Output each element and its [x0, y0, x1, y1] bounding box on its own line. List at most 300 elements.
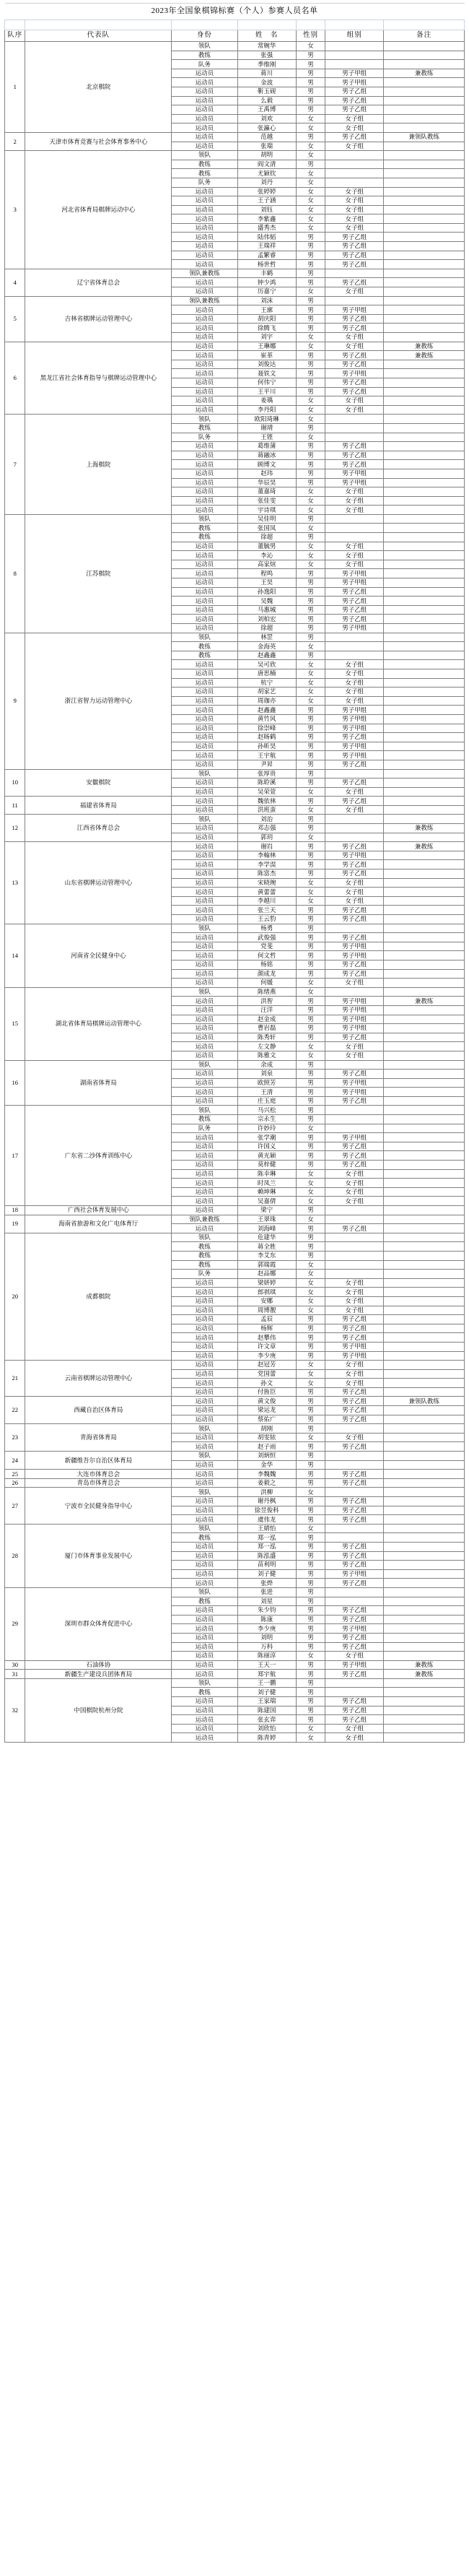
member-role-cell: 运动员 [172, 260, 237, 269]
member-name-cell: 陈聆溪 [237, 779, 296, 788]
member-note-cell [384, 1251, 465, 1260]
member-name-cell: 徐超 [237, 624, 296, 633]
member-name-cell: 颜成龙 [237, 969, 296, 979]
member-sex-cell: 女 [296, 1733, 325, 1743]
member-role-cell: 教练 [172, 160, 237, 169]
member-role-cell: 运动员 [172, 542, 237, 551]
member-role-cell: 队务 [172, 178, 237, 187]
member-sex-cell: 男 [296, 1324, 325, 1333]
member-note-cell [384, 779, 465, 788]
table-row [5, 132, 465, 142]
member-role-cell: 运动员 [172, 1296, 237, 1306]
table-row [5, 1470, 465, 1479]
table-row [5, 815, 465, 824]
member-name-cell: 梁妍婷 [237, 1278, 296, 1288]
member-sex-cell: 男 [296, 314, 325, 324]
member-name-cell: 党斐 [237, 942, 296, 951]
member-sex-cell: 男 [296, 1088, 325, 1097]
table-row [5, 1106, 465, 1115]
member-name-cell: 赖坤琳 [237, 1187, 296, 1197]
table-row [5, 1524, 465, 1533]
member-role-cell: 教练 [172, 1597, 237, 1606]
member-note-cell [384, 633, 465, 642]
member-sex-cell: 女 [296, 1042, 325, 1051]
member-role-cell: 教练 [172, 651, 237, 660]
member-group-cell [325, 269, 384, 278]
member-name-cell: 王子涵 [237, 196, 296, 206]
member-role-cell: 运动员 [172, 578, 237, 588]
member-sex-cell: 女 [296, 1260, 325, 1270]
member-note-cell [384, 1224, 465, 1233]
member-group-cell [325, 1688, 384, 1697]
member-note-cell [384, 833, 465, 842]
member-group-cell: 男子乙组 [325, 615, 384, 624]
member-group-cell: 女子组 [325, 542, 384, 551]
member-note-cell [384, 942, 465, 951]
member-note-cell [384, 1706, 465, 1715]
member-role-cell: 运动员 [172, 1660, 237, 1670]
team-seq-cell: 15 [5, 987, 25, 1060]
member-group-cell: 男子乙组 [325, 1579, 384, 1588]
member-note-cell [384, 615, 465, 624]
table-row [5, 924, 465, 933]
member-role-cell: 运动员 [172, 396, 237, 406]
member-note-cell [384, 1033, 465, 1042]
member-role-cell: 运动员 [172, 451, 237, 460]
member-name-cell: 陈泓盛 [237, 1551, 296, 1561]
member-role-cell: 运动员 [172, 305, 237, 315]
member-name-cell: 武俊强 [237, 933, 296, 942]
member-note-cell [384, 979, 465, 988]
member-sex-cell: 男 [296, 296, 325, 305]
member-note-cell [384, 1715, 465, 1725]
member-name-cell: 马惠城 [237, 605, 296, 615]
member-group-cell: 男子甲组 [325, 724, 384, 733]
team-name-cell: 江西省体育总会 [25, 815, 172, 842]
member-group-cell: 女子组 [325, 487, 384, 497]
member-sex-cell: 女 [296, 178, 325, 187]
member-note-cell [384, 1379, 465, 1388]
member-note-cell [384, 742, 465, 751]
member-role-cell: 运动员 [172, 1051, 237, 1060]
member-name-cell: 孙逸阳 [237, 587, 296, 597]
member-role-cell: 运动员 [172, 605, 237, 615]
member-group-cell: 女子组 [325, 688, 384, 697]
member-name-cell: 胡刚 [237, 1424, 296, 1434]
member-sex-cell: 男 [296, 1478, 325, 1488]
member-group-cell: 女子组 [325, 878, 384, 888]
team-name-cell: 青岛市体育总会 [25, 1478, 172, 1488]
member-name-cell: 姜瑀 [237, 396, 296, 406]
member-name-cell: 陈绪燕 [237, 987, 296, 997]
team-name-cell: 大连市体育总会 [25, 1470, 172, 1479]
member-group-cell [325, 42, 384, 51]
spacer-cell-6 [325, 20, 384, 30]
member-sex-cell: 男 [296, 1615, 325, 1624]
member-note-cell [384, 1442, 465, 1452]
member-name-cell: 历嘉宁 [237, 287, 296, 297]
member-sex-cell: 女 [296, 169, 325, 178]
member-group-cell: 男子乙组 [325, 1697, 384, 1707]
member-sex-cell: 男 [296, 1606, 325, 1616]
member-sex-cell: 男 [296, 251, 325, 260]
member-group-cell: 男子乙组 [325, 242, 384, 251]
column-header-name: 姓 名 [237, 30, 296, 42]
member-group-cell: 男子乙组 [325, 87, 384, 96]
member-group-cell: 男子乙组 [325, 597, 384, 606]
member-role-cell: 运动员 [172, 1070, 237, 1079]
member-role-cell: 领队 [172, 1488, 237, 1497]
member-note-cell [384, 533, 465, 542]
member-role-cell: 运动员 [172, 442, 237, 451]
member-group-cell: 男子乙组 [325, 1670, 384, 1679]
member-sex-cell: 男 [296, 1587, 325, 1597]
member-role-cell: 运动员 [172, 242, 237, 251]
member-group-cell: 男子乙组 [325, 1706, 384, 1715]
team-seq-cell: 23 [5, 1424, 25, 1452]
member-sex-cell: 男 [296, 569, 325, 578]
member-role-cell: 运动员 [172, 378, 237, 387]
table-row [5, 1233, 465, 1242]
member-sex-cell: 男 [296, 1542, 325, 1551]
member-note-cell [384, 1270, 465, 1279]
member-name-cell: 苗利明 [237, 1561, 296, 1570]
member-sex-cell: 男 [296, 969, 325, 979]
member-name-cell: 刘宇 [237, 333, 296, 342]
member-note-cell [384, 142, 465, 151]
member-sex-cell: 男 [296, 815, 325, 824]
member-role-cell: 运动员 [172, 196, 237, 206]
member-sex-cell: 男 [296, 769, 325, 779]
member-sex-cell: 女 [296, 542, 325, 551]
member-sex-cell: 男 [296, 742, 325, 751]
member-name-cell: 吴可欣 [237, 660, 296, 669]
member-note-cell [384, 287, 465, 297]
member-role-cell: 运动员 [172, 105, 237, 115]
member-sex-cell: 男 [296, 1633, 325, 1642]
member-sex-cell: 男 [296, 597, 325, 606]
member-group-cell: 男子甲组 [325, 624, 384, 633]
spacer-cell-2 [25, 20, 172, 30]
member-note-cell [384, 869, 465, 879]
member-role-cell: 运动员 [172, 1187, 237, 1197]
member-role-cell: 教练 [172, 642, 237, 651]
member-role-cell: 运动员 [172, 1697, 237, 1707]
member-group-cell: 男子甲组 [325, 469, 384, 478]
member-group-cell [325, 1524, 384, 1533]
team-name-cell: 天津市体育竞赛与社会体育事务中心 [25, 132, 172, 150]
member-role-cell: 运动员 [172, 787, 237, 797]
member-group-cell [325, 651, 384, 660]
member-group-cell: 男子甲组 [325, 578, 384, 588]
member-note-cell [384, 1415, 465, 1424]
member-role-cell: 运动员 [172, 205, 237, 214]
table-row [5, 296, 465, 305]
member-name-cell: 吴佳明 [237, 514, 296, 524]
table-row [5, 1424, 465, 1434]
member-role-cell: 运动员 [172, 214, 237, 224]
member-group-cell [325, 1242, 384, 1252]
member-role-cell: 运动员 [172, 78, 237, 87]
member-name-cell: 蒋川 [237, 69, 296, 78]
member-group-cell: 男子甲组 [325, 1660, 384, 1670]
member-role-cell: 运动员 [172, 1096, 237, 1106]
team-seq-cell: 26 [5, 1478, 25, 1488]
member-group-cell: 男子乙组 [325, 1506, 384, 1515]
member-name-cell: 孟辰 [237, 1315, 296, 1324]
team-name-cell: 安徽棋院 [25, 769, 172, 797]
member-group-cell: 女子组 [325, 1724, 384, 1733]
member-group-cell: 男子乙组 [325, 314, 384, 324]
member-name-cell: 陈康 [237, 1615, 296, 1624]
member-group-cell [325, 1106, 384, 1115]
member-sex-cell: 女 [296, 888, 325, 897]
member-name-cell: 洪柳 [237, 1488, 296, 1497]
member-group-cell: 男子乙组 [325, 760, 384, 769]
team-name-cell: 江苏棋院 [25, 514, 172, 633]
table-row [5, 1397, 465, 1406]
member-role-cell: 教练 [172, 1688, 237, 1697]
member-sex-cell: 女 [296, 506, 325, 515]
member-group-cell: 男子乙组 [325, 1096, 384, 1106]
member-sex-cell: 男 [296, 160, 325, 169]
member-group-cell [325, 514, 384, 524]
member-name-cell: 胡明 [237, 151, 296, 160]
member-role-cell: 领队 [172, 815, 237, 824]
team-seq-cell: 9 [5, 633, 25, 769]
member-group-cell [325, 296, 384, 305]
member-note-cell: 兼教练 [384, 824, 465, 833]
member-name-cell: 李少庚 [237, 1351, 296, 1361]
team-seq-cell: 24 [5, 1452, 25, 1470]
member-name-cell: 蔡佑广 [237, 1415, 296, 1424]
table-row [5, 1670, 465, 1679]
member-sex-cell: 女 [296, 524, 325, 533]
member-sex-cell: 男 [296, 533, 325, 542]
member-sex-cell: 女 [296, 1179, 325, 1188]
team-name-cell: 新疆生产建设兵团体育局 [25, 1670, 172, 1679]
member-group-cell [325, 1488, 384, 1497]
team-name-cell: 石油体协 [25, 1660, 172, 1670]
member-name-cell: 吴嘉倩 [237, 1197, 296, 1206]
member-role-cell: 运动员 [172, 1197, 237, 1206]
team-seq-cell: 31 [5, 1670, 25, 1679]
member-group-cell: 女子组 [325, 660, 384, 669]
table-row [5, 1587, 465, 1597]
member-name-cell: 杨勇 [237, 924, 296, 933]
member-group-cell: 男子乙组 [325, 1387, 384, 1397]
member-group-cell [325, 151, 384, 160]
member-note-cell [384, 360, 465, 369]
member-name-cell: 刘治 [237, 815, 296, 824]
member-name-cell: 黄蕾蕾 [237, 888, 296, 897]
member-group-cell: 男子甲组 [325, 569, 384, 578]
member-note-cell [384, 87, 465, 96]
member-role-cell: 运动员 [172, 1569, 237, 1579]
member-note-cell [384, 860, 465, 869]
member-group-cell: 男子甲组 [325, 706, 384, 715]
member-sex-cell: 女 [296, 1369, 325, 1379]
document-title: 2023年全国象棋锦标赛（个人）参赛人员名单 [5, 4, 465, 20]
member-sex-cell: 男 [296, 751, 325, 760]
member-role-cell: 运动员 [172, 387, 237, 396]
member-note-cell [384, 123, 465, 133]
member-sex-cell: 女 [296, 196, 325, 206]
member-group-cell: 男子乙组 [325, 906, 384, 915]
member-role-cell: 运动员 [172, 742, 237, 751]
member-name-cell: 王清 [237, 1088, 296, 1097]
member-note-cell [384, 1733, 465, 1743]
member-name-cell: 刘明 [237, 1633, 296, 1642]
team-name-cell: 中国棋院杭州分院 [25, 1678, 172, 1742]
member-group-cell: 男子甲组 [325, 69, 384, 78]
spacer-cell-4 [237, 20, 296, 30]
member-name-cell: 何文哲 [237, 951, 296, 960]
member-sex-cell: 女 [296, 1652, 325, 1661]
member-note-cell [384, 1470, 465, 1479]
member-group-cell: 男子甲组 [325, 942, 384, 951]
member-sex-cell: 女 [296, 1169, 325, 1179]
member-name-cell: 胡雯铱 [237, 1433, 296, 1442]
team-name-cell: 浙江省智力运动管理中心 [25, 633, 172, 769]
member-name-cell: 丰鹤 [237, 269, 296, 278]
member-name-cell: 黄文俊 [237, 1397, 296, 1406]
member-role-cell: 教练 [172, 524, 237, 533]
member-note-cell [384, 1187, 465, 1197]
member-name-cell: 洪班蛮 [237, 805, 296, 815]
member-role-cell: 运动员 [172, 1224, 237, 1233]
member-name-cell: 周珈亦 [237, 696, 296, 706]
member-group-cell: 男子乙组 [325, 1542, 384, 1551]
member-note-cell [384, 433, 465, 442]
member-group-cell: 男子乙组 [325, 1470, 384, 1479]
member-name-cell: 徐超 [237, 533, 296, 542]
member-group-cell [325, 769, 384, 779]
member-group-cell: 男子乙组 [325, 442, 384, 451]
member-sex-cell: 男 [296, 624, 325, 633]
member-sex-cell: 男 [296, 387, 325, 396]
member-name-cell: 张厚贵 [237, 769, 296, 779]
member-group-cell: 女子组 [325, 896, 384, 906]
member-note-cell [384, 169, 465, 178]
member-note-cell [384, 1506, 465, 1515]
member-name-cell: 虞伟龙 [237, 1515, 296, 1525]
member-sex-cell: 男 [296, 1315, 325, 1324]
member-name-cell: 郭玥 [237, 833, 296, 842]
member-role-cell: 运动员 [172, 1724, 237, 1733]
member-note-cell [384, 960, 465, 969]
member-note-cell [384, 1460, 465, 1470]
member-sex-cell: 男 [296, 1242, 325, 1252]
member-name-cell: 王禹博 [237, 105, 296, 115]
member-sex-cell: 女 [296, 1488, 325, 1497]
member-note-cell [384, 415, 465, 424]
member-role-cell: 教练 [172, 1260, 237, 1270]
member-note-cell [384, 1633, 465, 1642]
member-name-cell: 周博靓 [237, 1306, 296, 1315]
member-sex-cell: 男 [296, 1624, 325, 1634]
member-group-cell: 男子甲组 [325, 1078, 384, 1088]
member-name-cell: 徐腾飞 [237, 324, 296, 333]
team-name-cell: 成都棋院 [25, 1233, 172, 1360]
member-name-cell: 盛秀杰 [237, 223, 296, 233]
member-sex-cell: 男 [296, 305, 325, 315]
member-note-cell: 兼教练 [384, 69, 465, 78]
member-name-cell: 陈富杰 [237, 869, 296, 879]
member-group-cell: 男子乙组 [325, 378, 384, 387]
member-note-cell [384, 506, 465, 515]
member-role-cell: 领队兼教练 [172, 1215, 237, 1224]
member-note-cell [384, 1606, 465, 1616]
member-sex-cell: 男 [296, 578, 325, 588]
member-note-cell [384, 442, 465, 451]
member-group-cell: 女子组 [325, 1433, 384, 1442]
member-group-cell: 男子乙组 [325, 915, 384, 924]
member-note-cell [384, 278, 465, 287]
member-sex-cell: 男 [296, 78, 325, 87]
member-name-cell: 杨世哲 [237, 260, 296, 269]
member-note-cell [384, 42, 465, 51]
member-note-cell [384, 1724, 465, 1733]
member-sex-cell: 男 [296, 132, 325, 142]
member-group-cell: 女子组 [325, 142, 384, 151]
member-name-cell: 唐思楠 [237, 669, 296, 678]
member-role-cell: 运动员 [172, 1442, 237, 1452]
member-name-cell: 郑宇航 [237, 1670, 296, 1679]
member-group-cell: 男子甲组 [325, 78, 384, 87]
member-name-cell: 谢靖 [237, 423, 296, 433]
member-sex-cell: 女 [296, 560, 325, 569]
member-role-cell: 运动员 [172, 1324, 237, 1333]
member-name-cell: 刘钰 [237, 205, 296, 214]
member-note-cell: 兼教练 [384, 351, 465, 360]
member-note-cell [384, 1179, 465, 1188]
member-group-cell [325, 60, 384, 69]
member-sex-cell: 男 [296, 1151, 325, 1161]
member-group-cell: 女子组 [325, 1361, 384, 1370]
member-note-cell: 兼教练 [384, 997, 465, 1006]
member-name-cell: 赵金成 [237, 1015, 296, 1024]
member-role-cell: 运动员 [172, 833, 237, 842]
member-sex-cell: 女 [296, 669, 325, 678]
member-role-cell: 教练 [172, 423, 237, 433]
member-name-cell: 赵鑫鑫 [237, 706, 296, 715]
member-role-cell: 运动员 [172, 1606, 237, 1616]
member-group-cell: 女子组 [325, 506, 384, 515]
member-note-cell [384, 1524, 465, 1533]
spacer-cell-3 [172, 20, 237, 30]
member-name-cell: 党国蕾 [237, 1369, 296, 1379]
member-sex-cell: 男 [296, 1024, 325, 1033]
member-group-cell: 女子组 [325, 1379, 384, 1388]
member-group-cell [325, 987, 384, 997]
member-sex-cell: 女 [296, 896, 325, 906]
member-role-cell: 运动员 [172, 1015, 237, 1024]
member-note-cell [384, 524, 465, 533]
member-role-cell: 队务 [172, 60, 237, 69]
member-group-cell: 女子组 [325, 114, 384, 123]
member-name-cell: 孟繁睿 [237, 251, 296, 260]
member-note-cell [384, 1296, 465, 1306]
member-role-cell: 运动员 [172, 506, 237, 515]
member-sex-cell: 男 [296, 869, 325, 879]
member-name-cell: 许国义 [237, 1142, 296, 1151]
member-group-cell: 男子甲组 [325, 751, 384, 760]
member-group-cell: 女子组 [325, 223, 384, 233]
member-note-cell [384, 187, 465, 196]
member-name-cell: 蒋融冰 [237, 451, 296, 460]
table-row [5, 514, 465, 524]
